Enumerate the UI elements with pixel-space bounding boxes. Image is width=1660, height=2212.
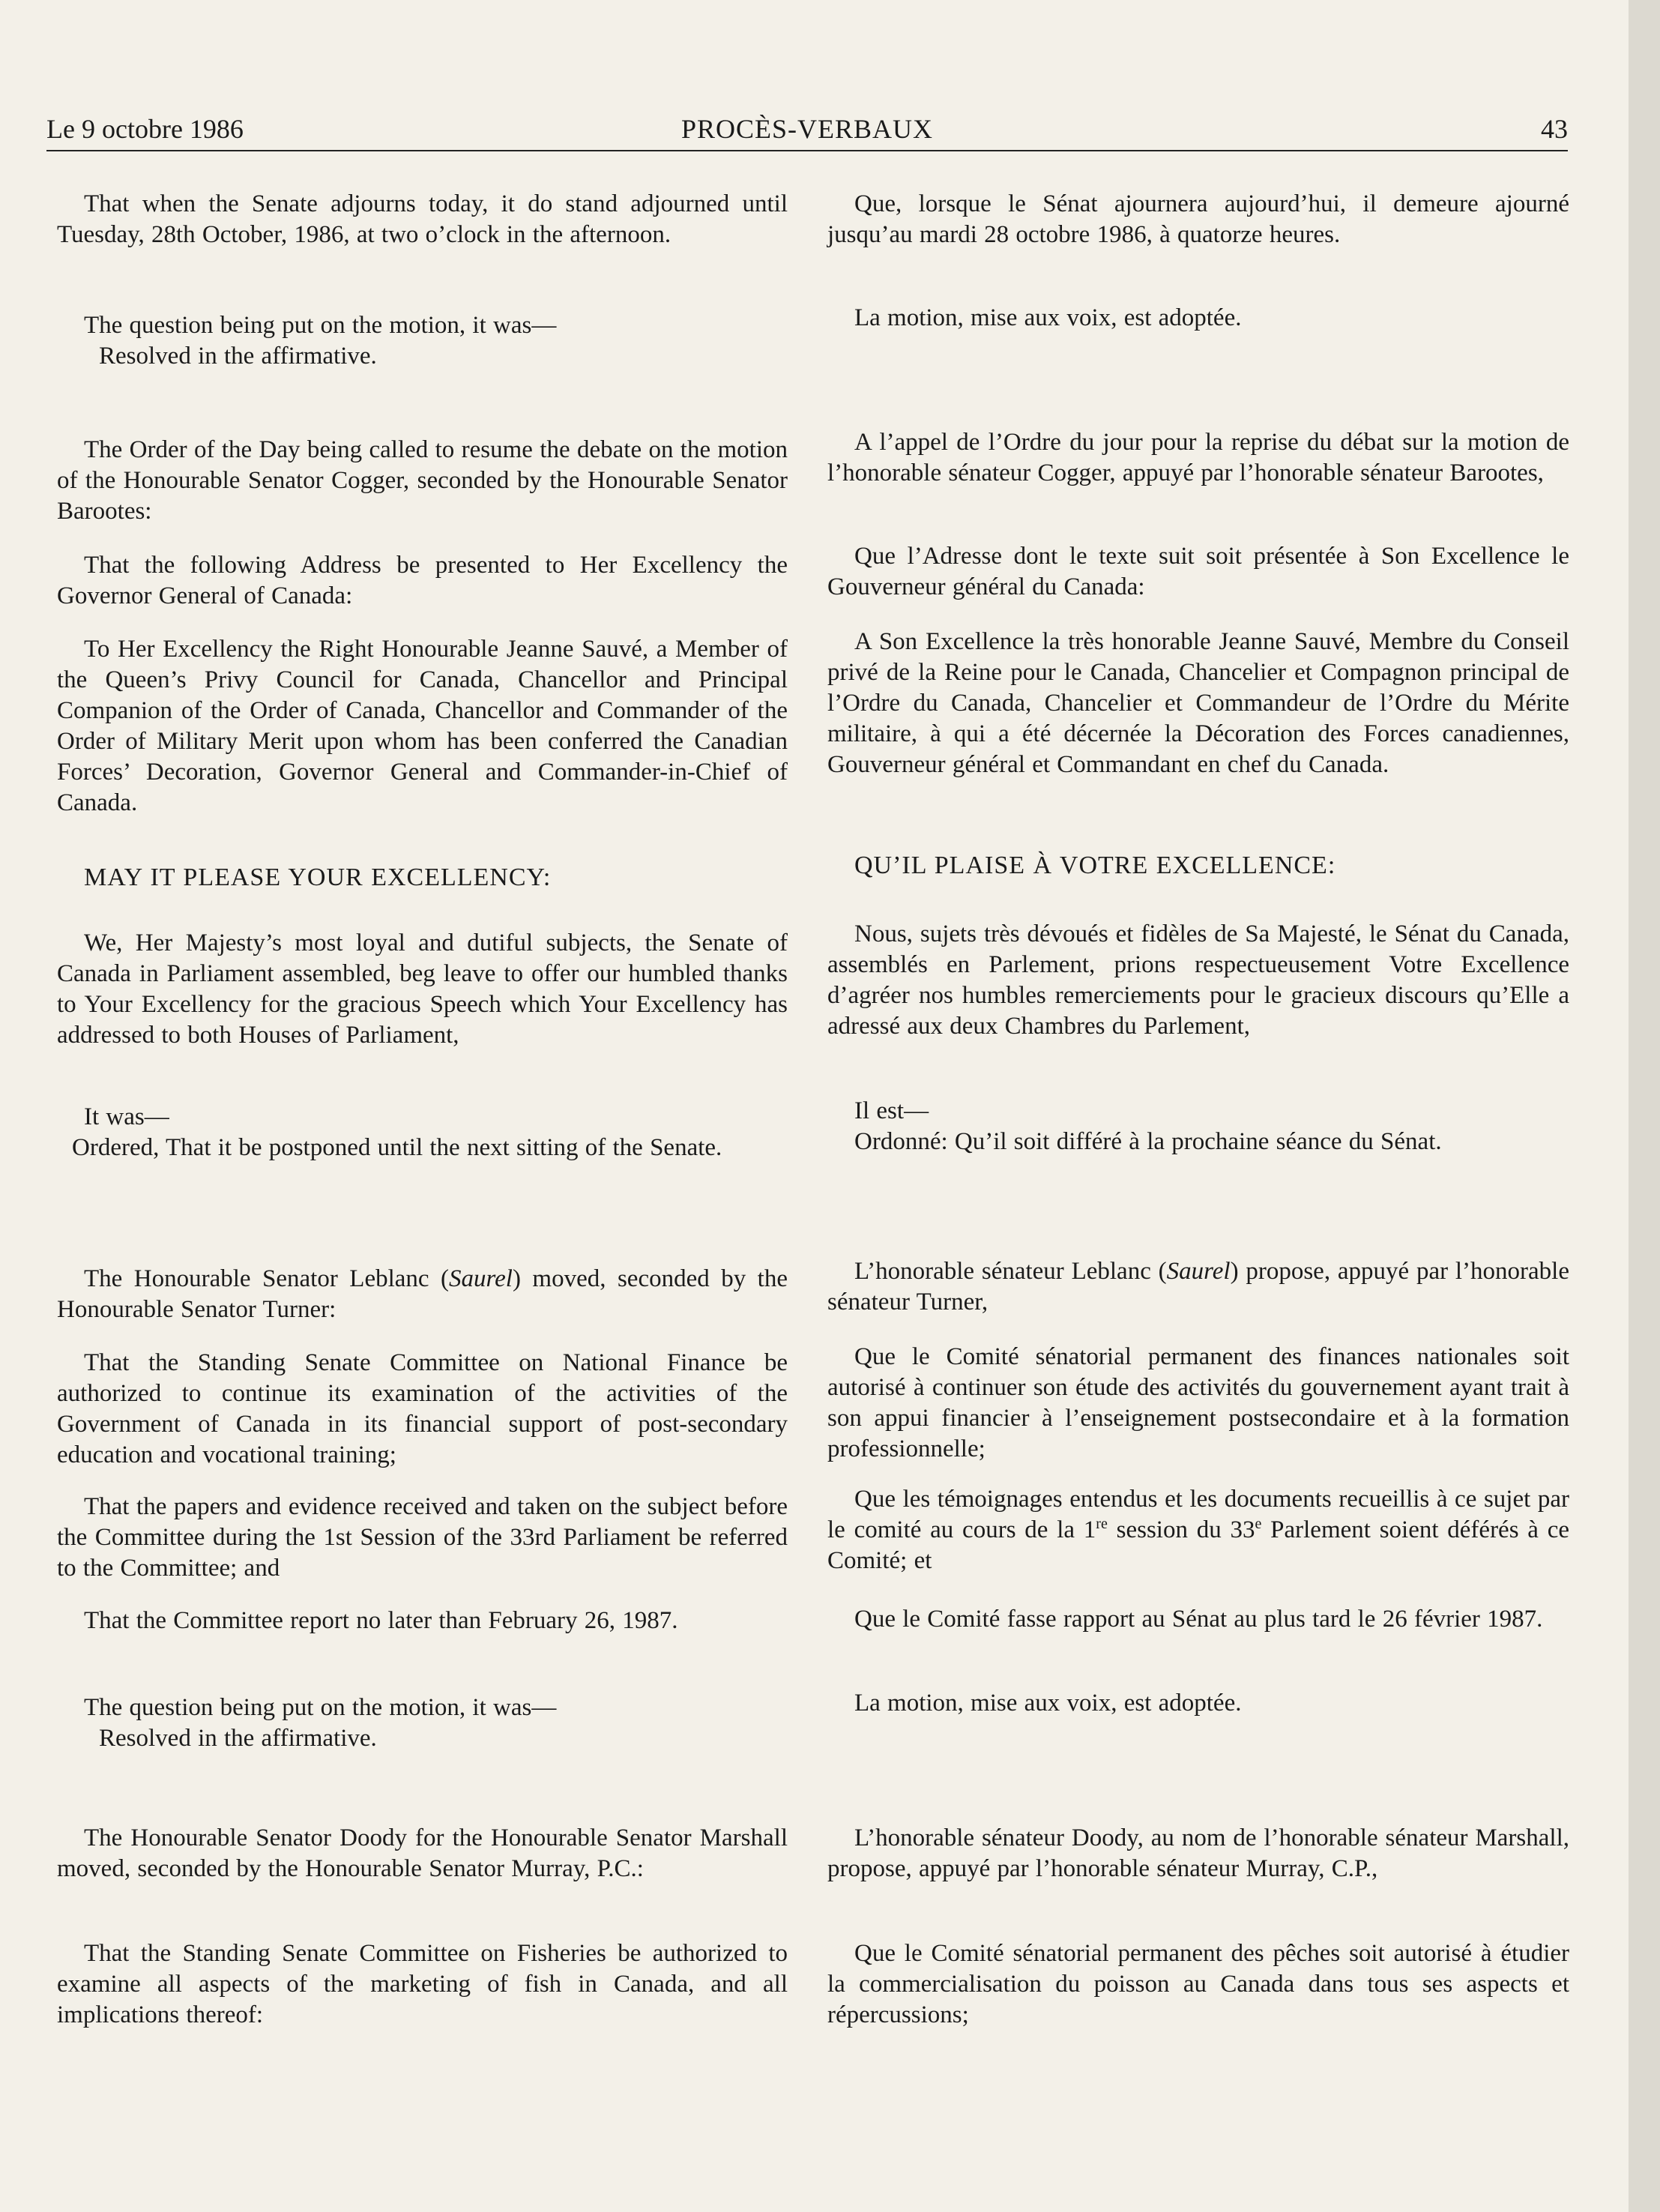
section-heading: QU’IL PLAISE À VOTRE EXCELLENCE: — [854, 852, 1336, 879]
text-line: Resolved in the affirmative. — [99, 1725, 377, 1752]
paragraph: That the Standing Senate Committee on National Finance be authorized to continue its examination of the activities of the Government of Canada in its financial support of post-secondary education and vocational training; — [57, 1349, 788, 1468]
paragraph — [57, 1693, 788, 1754]
paragraph: A Son Excellence la très honorable Jeanne Sauvé, Membre du Conseil privé de la Reine pour le Canada, Chancelier et Compagnon principal de l’Ordre du Canada, Chancelier et Commandeur de l’Ordre du Mérite militaire, à qui a été décernée la Décoration des Forces canadiennes, Gouverneur général et Commandant en chef du Canada. — [827, 628, 1569, 778]
paragraph: A l’appel de l’Ordre du jour pour la reprise du débat sur la motion de l’honorable sénateur Cogger, appuyé par l’honorable sénateur Barootes, — [827, 429, 1569, 486]
text-line: The question being put on the motion, it was— — [84, 312, 557, 339]
paragraph: We, Her Majesty’s most loyal and dutiful subjects, the Senate of Canada in Parliament assembled, beg leave to offer our humbled thanks to Your Excellency for the gracious Speech which Your Excellency has addressed to both Houses of Parliament, — [57, 929, 788, 1049]
paragraph: Que le Comité sénatorial permanent des pêches soit autorisé à étudier la commercialisation du poisson au Canada dans tous ses aspects et répercussions; — [827, 1940, 1569, 2028]
paragraph: Nous, sujets très dévoués et fidèles de Sa Majesté, le Sénat du Canada, assemblés en Parlement, prions respectueusement Votre Excellence d’agréer nos humbles remerciements pour le gracieux discours qu’Elle a adressé aux deux Chambres du Parlement, — [827, 920, 1569, 1040]
text-run: session du 33 — [1107, 1516, 1255, 1543]
text-run: Que les témoignages entendus et les documents recueillis à ce sujet par le comité au cours de la 1 — [827, 1486, 1569, 1543]
paragraph: That the Committee report no later than February 26, 1987. — [84, 1607, 678, 1634]
text-line: It was— — [84, 1103, 169, 1130]
paragraph: Que l’Adresse dont le texte suit soit présentée à Son Excellence le Gouverneur général du Canada: — [827, 543, 1569, 600]
header-date: Le 9 octobre 1986 — [46, 114, 244, 144]
text-run-italic: Saurel — [449, 1265, 513, 1292]
paragraph: Que le Comité fasse rapport au Sénat au plus tard le 26 février 1987. — [854, 1606, 1543, 1633]
text-line: The question being put on the motion, it was— — [84, 1694, 557, 1721]
paragraph: That the papers and evidence received and taken on the subject before the Committee during the 1st Session of the 33rd Parliament be referred to the Committee; and — [57, 1493, 788, 1582]
section-heading: MAY IT PLEASE YOUR EXCELLENCY: — [84, 864, 552, 891]
paragraph: L’honorable sénateur Doody, au nom de l’honorable sénateur Marshall, propose, appuyé par l’honorable sénateur Murray, C.P., — [827, 1824, 1569, 1882]
paragraph: Que le Comité sénatorial permanent des finances nationales soit autorisé à continuer son étude des activités du gouvernement ayant trait à son appui financier à l’enseignement postsecondaire et à la formation professionnelle; — [827, 1343, 1569, 1462]
paragraph: The Honourable Senator Doody for the Honourable Senator Marshall moved, seconded by the Honourable Senator Murray, P.C.: — [57, 1824, 788, 1882]
paragraph: Que, lorsque le Sénat ajournera aujourd’hui, il demeure ajourné jusqu’au mardi 28 octobre 1986, à quatorze heures. — [827, 190, 1569, 248]
header-title: PROCÈS-VERBAUX — [680, 114, 934, 144]
text-line: Ordonné: Qu’il soit différé à la prochaine séance du Sénat. — [854, 1128, 1442, 1155]
text-line: Ordered, That it be postponed until the next sitting of the Senate. — [72, 1134, 722, 1161]
paragraph — [827, 1484, 1569, 1576]
page-number: 43 — [1541, 114, 1568, 144]
paragraph — [827, 1256, 1569, 1318]
paragraph: That the following Address be presented to Her Excellency the Governor General of Canada: — [57, 552, 788, 609]
page-edge — [1629, 0, 1660, 2212]
superscript: e — [1255, 1516, 1262, 1532]
text-line: Resolved in the affirmative. — [99, 343, 377, 370]
paragraph: La motion, mise aux voix, est adoptée. — [854, 1690, 1242, 1717]
paragraph: The Order of the Day being called to resume the debate on the motion of the Honourable Senator Cogger, seconded by the Honourable Senator Barootes: — [57, 436, 788, 525]
paragraph: La motion, mise aux voix, est adoptée. — [854, 304, 1242, 331]
text-run: ) propose, appuyé par l’honorable sénateur Turner, — [827, 1258, 1569, 1316]
paragraph — [827, 1096, 1569, 1157]
text-run: L’honorable sénateur Leblanc ( — [854, 1258, 1167, 1285]
paragraph: That the Standing Senate Committee on Fisheries be authorized to examine all aspects of the marketing of fish in Canada, and all implications thereof: — [57, 1940, 788, 2028]
paragraph: To Her Excellency the Right Honourable Jeanne Sauvé, a Member of the Queen’s Privy Council for Canada, Chancellor and Principal Companion of the Order of Canada, Chancellor and Commander of the Order of Military Merit upon whom has been conferred the Canadian Forces’ Decoration, Governor General and Commander-in-Chief of Canada. — [57, 636, 788, 816]
paragraph: That when the Senate adjourns today, it do stand adjourned until Tuesday, 28th October, 1986, at two o’clock in the afternoon. — [57, 190, 788, 248]
paragraph — [57, 310, 788, 372]
text-run: The Honourable Senator Leblanc ( — [84, 1265, 450, 1292]
paragraph — [57, 1264, 788, 1325]
text-run-italic: Saurel — [1166, 1258, 1231, 1285]
text-run: Parlement soient déférés à ce Comité; et — [827, 1516, 1570, 1574]
superscript: re — [1096, 1516, 1108, 1532]
paragraph — [57, 1102, 788, 1163]
running-header — [46, 108, 1568, 151]
text-line: Il est— — [854, 1097, 929, 1124]
text-run: ) moved, seconded by the Honourable Senator Turner: — [57, 1265, 788, 1323]
